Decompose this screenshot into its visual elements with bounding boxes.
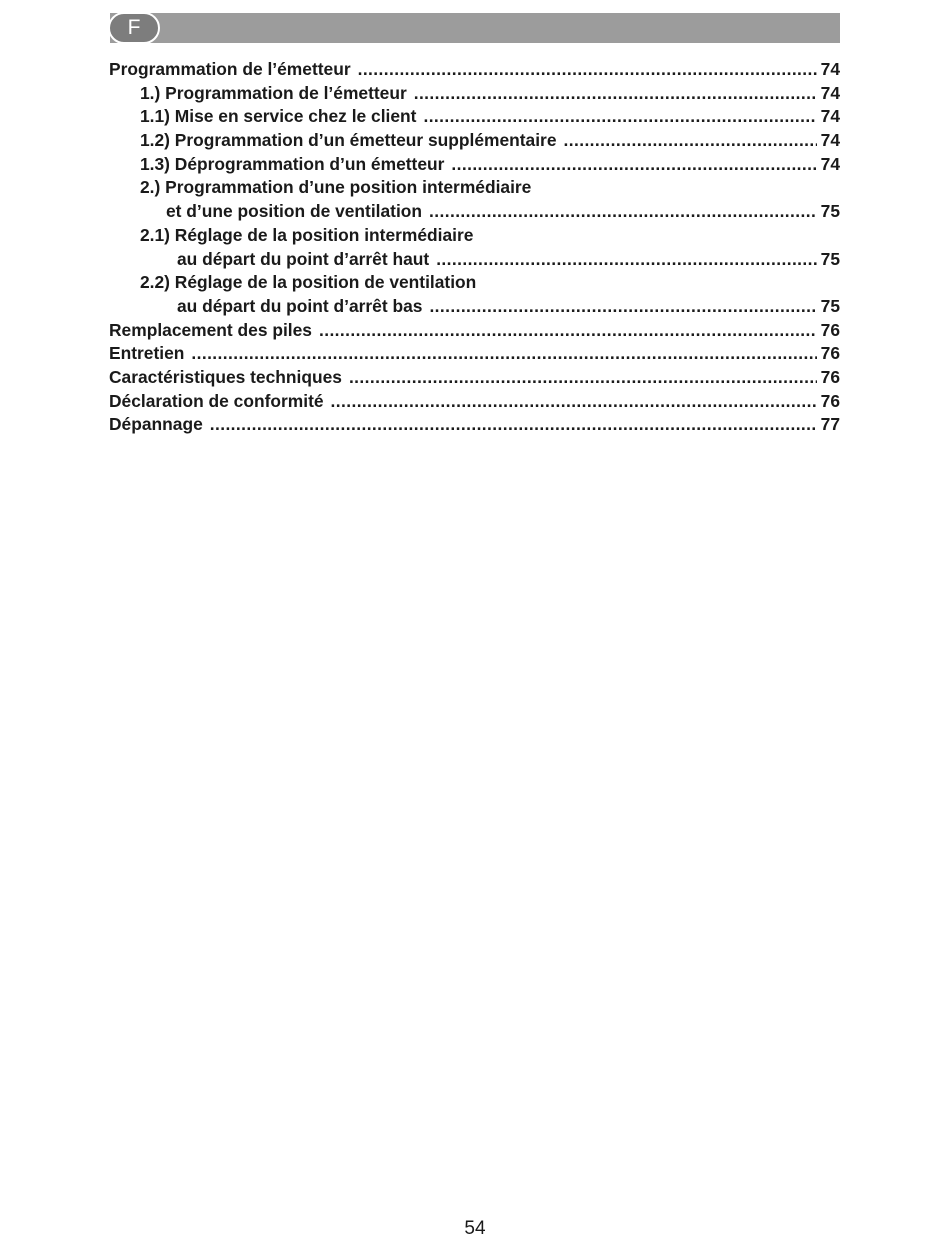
toc-entry-title: 1.) Programmation de l’émetteur bbox=[140, 82, 407, 103]
toc-entry-page: 74 bbox=[820, 130, 840, 151]
toc-entry-title: 2.1) Réglage de la position intermédiaire bbox=[140, 224, 474, 245]
toc-leader-dots bbox=[191, 342, 816, 366]
language-badge: F bbox=[108, 12, 160, 44]
toc-entry-title: Dépannage bbox=[109, 414, 203, 435]
toc-entry[interactable] bbox=[109, 153, 840, 177]
toc-entry-title: Programmation de l’émetteur bbox=[109, 59, 351, 79]
toc-entry-page: 76 bbox=[820, 343, 840, 364]
toc-entry-title: Caractéristiques techniques bbox=[109, 366, 342, 387]
toc-entry[interactable] bbox=[109, 319, 840, 343]
toc-entry[interactable] bbox=[109, 390, 840, 414]
toc-entry-title: au départ du point d’arrêt bas bbox=[177, 295, 423, 316]
toc-entry-title: 1.1) Mise en service chez le client bbox=[140, 106, 417, 127]
toc-entry-page: 75 bbox=[820, 248, 840, 269]
toc-entry-page: 77 bbox=[820, 414, 840, 435]
toc-entry-title: 1.3) Déprogrammation d’un émetteur bbox=[140, 153, 445, 174]
toc-entry-title: 2.) Programmation d’une position intermédiaire bbox=[140, 177, 532, 198]
toc-leader-dots bbox=[331, 390, 817, 414]
toc-entry-page: 75 bbox=[820, 295, 840, 316]
toc-entry-title: 1.2) Programmation d’un émetteur supplémentaire bbox=[140, 130, 557, 151]
toc-entry-page: 74 bbox=[820, 153, 840, 174]
toc-entry[interactable] bbox=[109, 176, 840, 200]
toc-entry[interactable] bbox=[109, 82, 840, 106]
toc-entry[interactable] bbox=[109, 105, 840, 129]
toc-leader-dots bbox=[210, 413, 817, 437]
toc-entry[interactable] bbox=[109, 200, 840, 224]
toc-leader-dots bbox=[451, 153, 816, 177]
toc-entry-title: Entretien bbox=[109, 343, 185, 364]
toc-entry-page: 74 bbox=[820, 106, 840, 127]
toc-entry-page: 76 bbox=[820, 319, 840, 340]
toc-entry[interactable] bbox=[109, 295, 840, 319]
header-bar bbox=[110, 13, 840, 43]
toc-leader-dots bbox=[414, 82, 817, 106]
toc-entry[interactable] bbox=[109, 413, 840, 437]
toc-leader-dots bbox=[436, 248, 816, 272]
toc-leader-dots bbox=[423, 105, 816, 129]
toc-entry-title: Remplacement des piles bbox=[109, 319, 312, 340]
toc-entry-title: au départ du point d’arrêt haut bbox=[177, 248, 430, 269]
toc-leader-dots bbox=[319, 319, 817, 343]
toc-entry-page: 74 bbox=[820, 59, 840, 79]
table-of-contents bbox=[109, 58, 840, 437]
toc-leader-dots bbox=[349, 366, 817, 390]
toc-leader-dots bbox=[564, 129, 817, 153]
toc-entry-page: 76 bbox=[820, 366, 840, 387]
toc-leader-dots bbox=[429, 200, 817, 224]
toc-entry[interactable] bbox=[109, 366, 840, 390]
page-number: 54 bbox=[464, 1218, 486, 1239]
toc-entry-title: 2.2) Réglage de la position de ventilation bbox=[140, 272, 477, 293]
toc-entry-title: Déclaration de conformité bbox=[109, 390, 324, 411]
toc-entry-page: 75 bbox=[820, 201, 840, 222]
toc-entry[interactable] bbox=[109, 342, 840, 366]
toc-leader-dots bbox=[358, 58, 817, 82]
toc-leader-dots bbox=[429, 295, 816, 319]
toc-entry[interactable] bbox=[109, 129, 840, 153]
toc-entry-title: et d’une position de ventilation bbox=[166, 201, 423, 222]
toc-entry[interactable] bbox=[109, 58, 840, 82]
toc-entry-page: 74 bbox=[820, 82, 840, 103]
toc-entry-page: 76 bbox=[820, 390, 840, 411]
toc-entry[interactable] bbox=[109, 271, 840, 295]
toc-entry[interactable] bbox=[109, 224, 840, 248]
toc-entry[interactable] bbox=[109, 248, 840, 272]
